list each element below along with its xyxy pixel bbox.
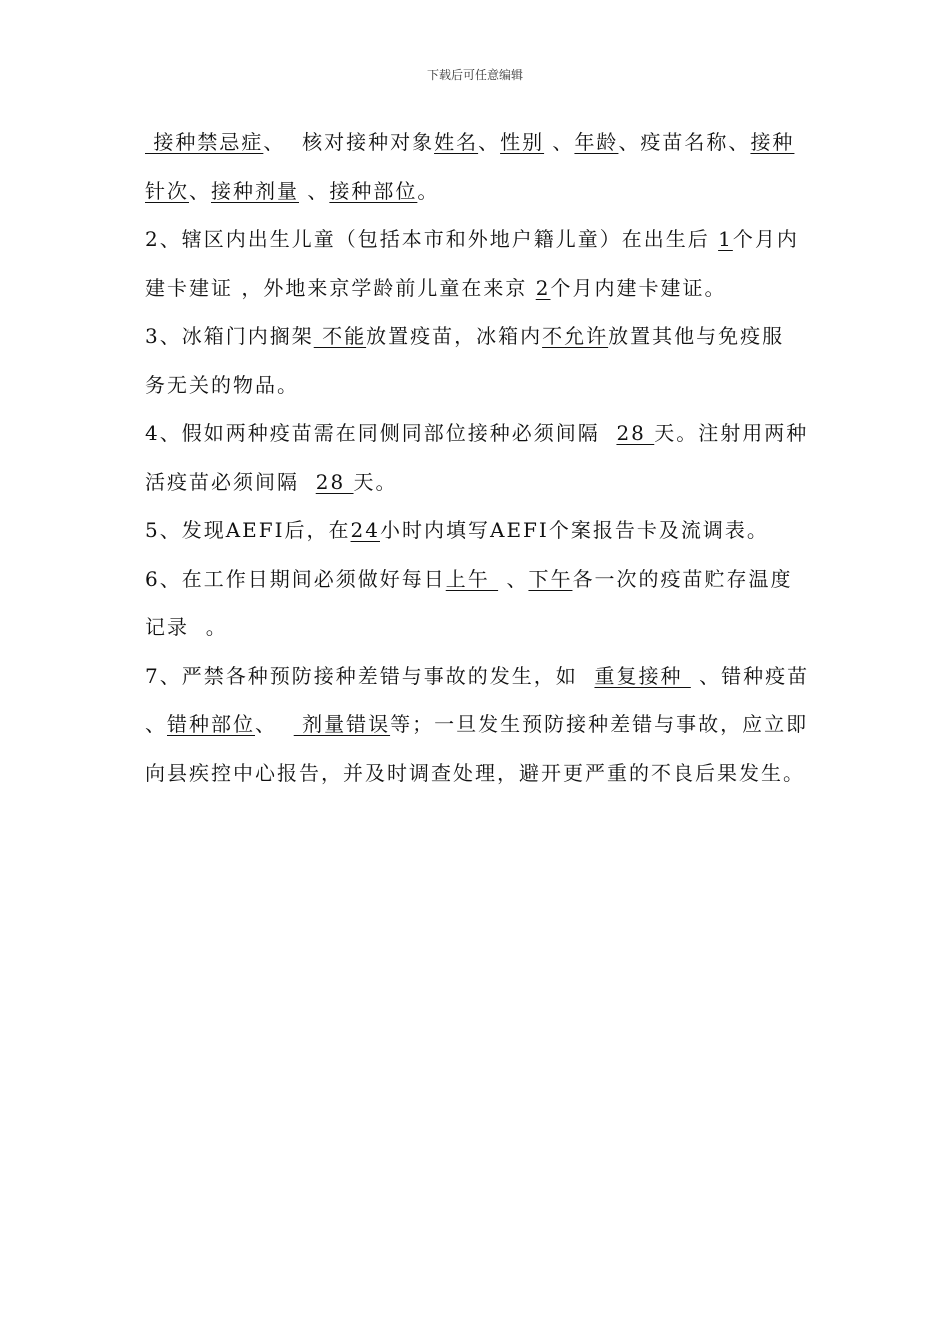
underlined-answer: 24: [350, 518, 380, 542]
underlined-answer: 重复接种: [594, 663, 691, 688]
text-line: [145, 700, 810, 749]
text-line: [145, 264, 810, 313]
text-segment: 。: [417, 178, 440, 203]
underlined-answer: 下午: [528, 566, 573, 591]
text-segment: 、: [498, 566, 529, 591]
underlined-answer: 不能: [313, 324, 367, 348]
text-segment: 、: [145, 712, 167, 736]
text-line: [145, 555, 810, 604]
text-segment: 个月内: [732, 227, 799, 251]
text-segment: 2、辖区内出生儿童（包括本市和外地户籍儿童）在出生后: [145, 227, 719, 251]
underlined-answer: 接种禁忌症: [145, 130, 264, 154]
text-line: [145, 167, 810, 216]
underlined-answer: 姓名: [434, 130, 479, 154]
text-segment: 天。注射用两种: [654, 421, 809, 445]
text-segment: 、: [255, 712, 294, 736]
text-segment: 记录 。: [145, 615, 228, 639]
underlined-answer: 2: [535, 275, 551, 300]
underlined-answer: 性别: [500, 130, 545, 154]
text-segment: 务无关的物品。: [145, 372, 299, 397]
text-segment: 6、在工作日期间必须做好每日: [145, 566, 446, 591]
text-segment: 3、冰箱门内搁架: [145, 324, 314, 348]
text-segment: 建卡建证 ，外地来京学龄前儿童在来京: [145, 275, 536, 300]
underlined-answer: 接种部位: [329, 178, 418, 203]
text-line: [145, 361, 810, 410]
text-line: [145, 652, 810, 701]
text-segment: 天。: [353, 469, 398, 494]
underlined-answer: 错种部位: [167, 712, 255, 736]
underlined-answer: 上午: [445, 566, 499, 591]
text-line: [145, 312, 810, 361]
text-segment: 7、严禁各种预防接种差错与事故的发生，如: [145, 663, 595, 688]
text-segment: 各一次的疫苗贮存温度: [572, 566, 793, 591]
text-segment: 、 核对接种对象: [263, 130, 435, 154]
text-segment: 活疫苗必须间隔: [145, 469, 316, 494]
text-segment: 放置其他与免疫服: [608, 324, 785, 348]
text-line: [145, 118, 810, 167]
underlined-answer: 剂量错误: [293, 712, 391, 736]
underlined-answer: 年龄: [574, 130, 619, 154]
text-segment: 、疫苗名称、: [618, 130, 751, 154]
text-segment: 、: [544, 130, 575, 154]
text-line: [145, 603, 810, 652]
text-segment: 、错种疫苗: [690, 663, 810, 688]
underlined-answer: 接种: [750, 130, 795, 154]
text-segment: 、: [299, 178, 330, 203]
text-line: [145, 458, 810, 507]
text-segment: 向县疾控中心报告，并及时调查处理，避开更严重的不良后果发生。: [145, 760, 805, 785]
underlined-answer: 28: [616, 421, 655, 445]
underlined-answer: 28: [315, 469, 354, 494]
page-header: 下载后可任意编辑: [426, 68, 523, 82]
underlined-answer: 不允许: [542, 324, 609, 348]
underlined-answer: 针次: [145, 178, 189, 203]
text-segment: 4、假如两种疫苗需在同侧同部位接种必须间隔: [145, 421, 617, 445]
text-segment: 5、发现AEFI后，在: [145, 518, 351, 542]
document-body: [145, 118, 810, 797]
text-segment: 、: [189, 178, 211, 203]
text-segment: 个月内建卡建证。: [550, 275, 727, 300]
text-segment: 放置疫苗，冰箱内: [366, 324, 543, 348]
text-line: [145, 749, 810, 798]
text-segment: 等；一旦发生预防接种差错与事故，应立即: [390, 712, 809, 736]
text-line: [145, 215, 810, 264]
text-segment: 、: [478, 130, 501, 154]
underlined-answer: 接种剂量: [211, 178, 299, 203]
text-line: [145, 409, 810, 458]
text-line: [145, 506, 810, 555]
text-segment: 小时内填写AEFI个案报告卡及流调表。: [380, 518, 769, 542]
underlined-answer: 1: [718, 227, 733, 251]
